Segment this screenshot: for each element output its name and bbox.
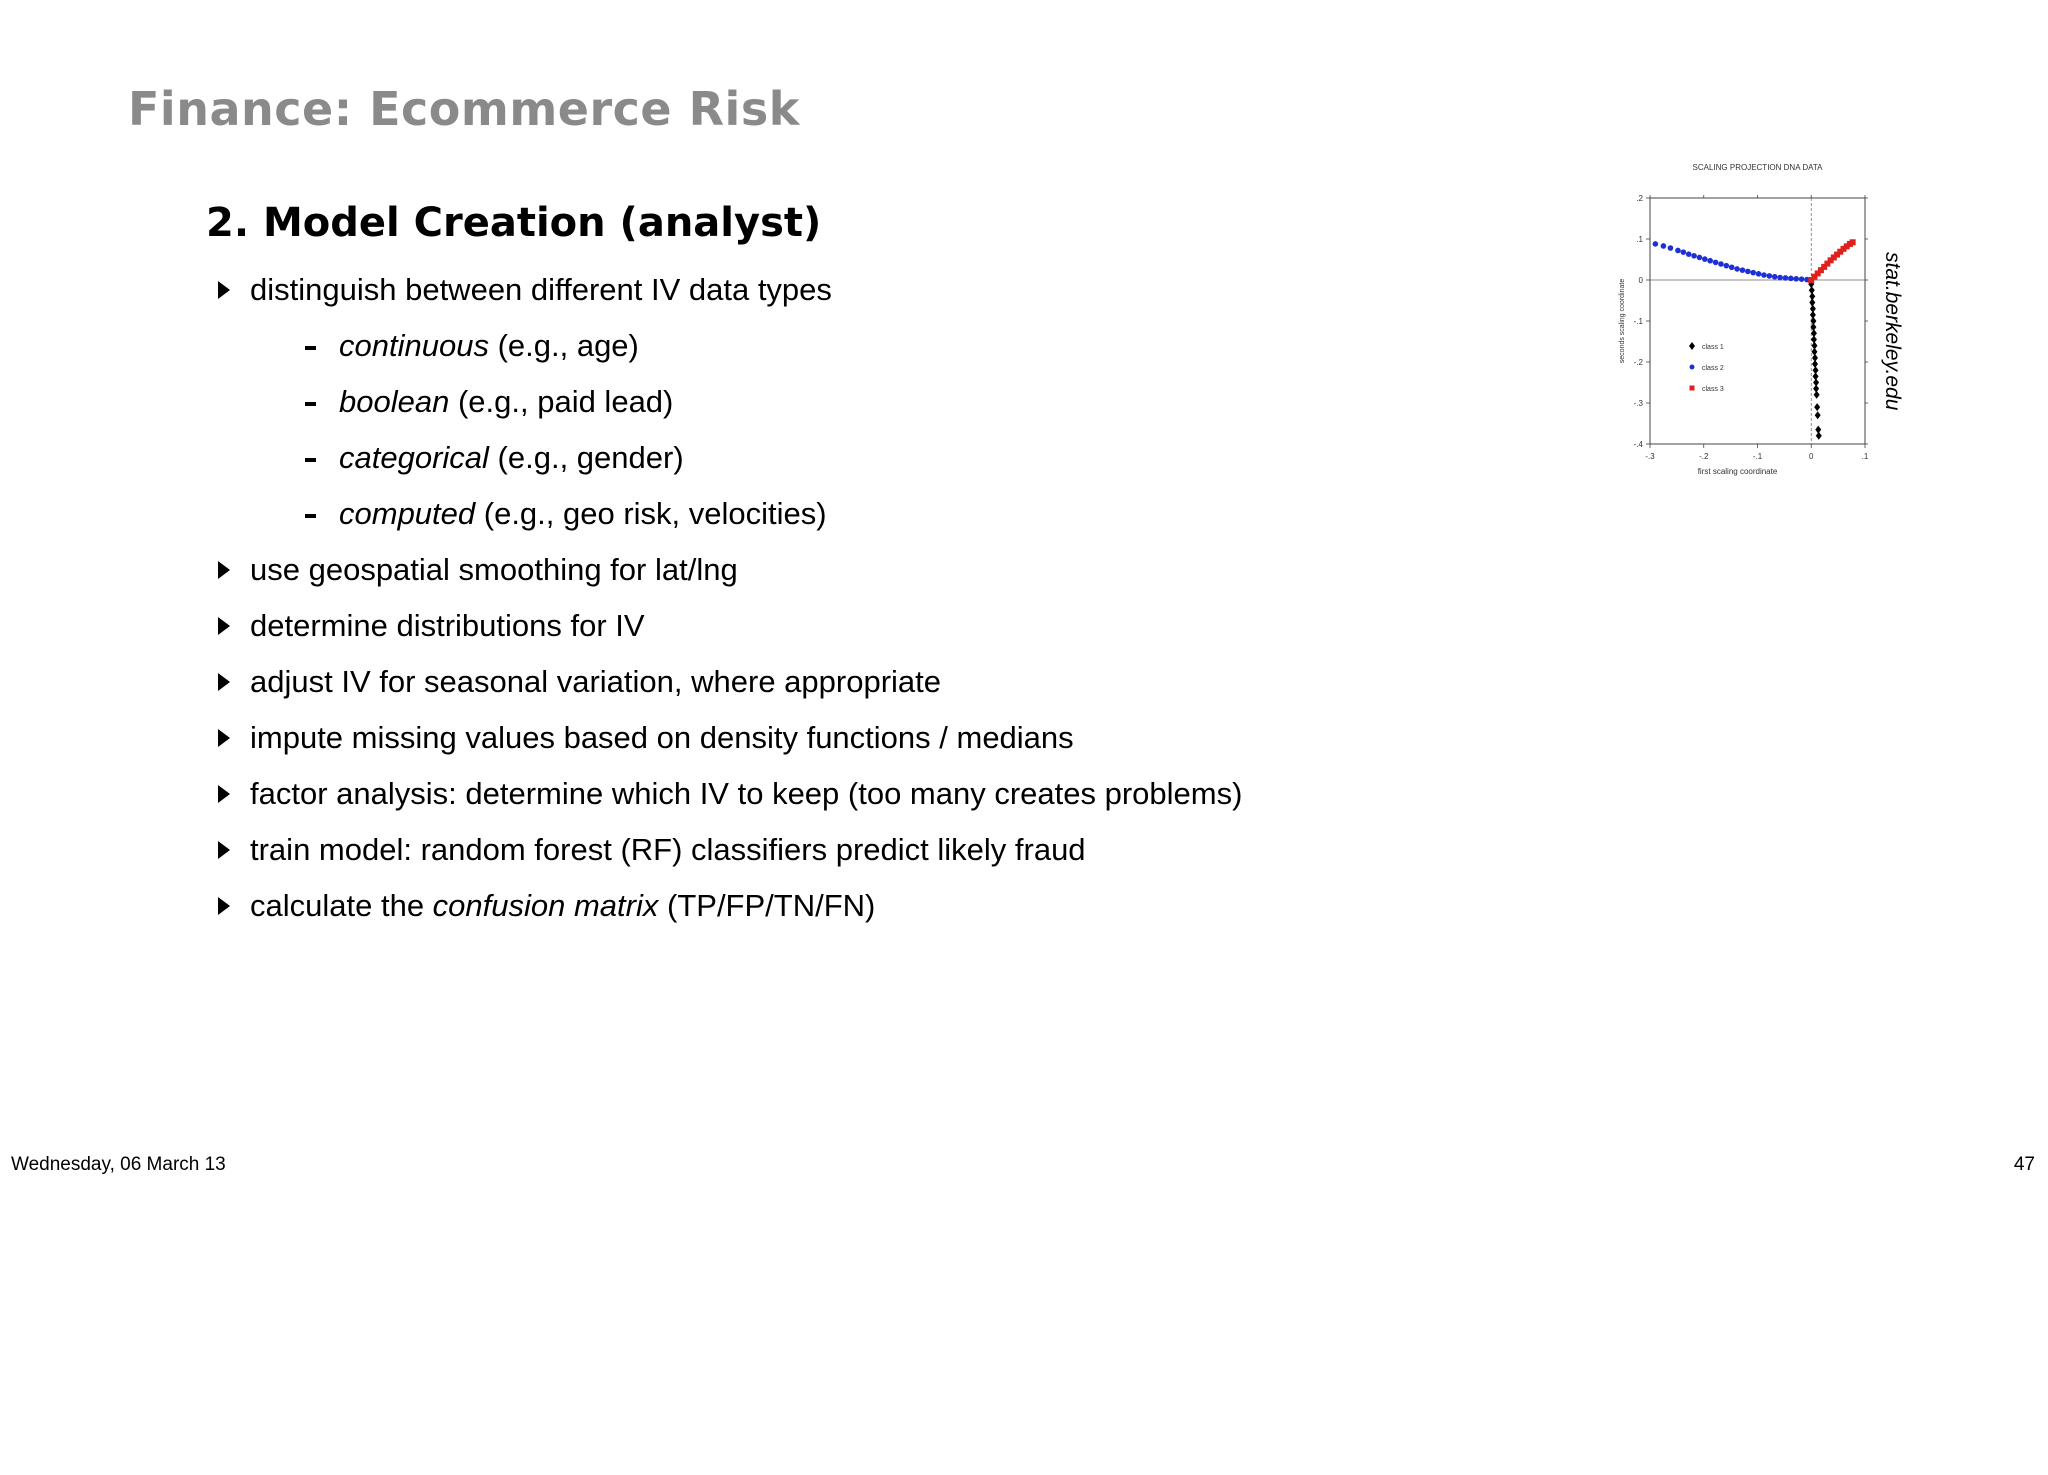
class-2-point — [1681, 249, 1687, 255]
y-tick-label: .1 — [1636, 235, 1643, 244]
scatter-chart — [1610, 150, 1900, 500]
class-2-point — [1675, 248, 1681, 254]
image-credit: stat.berkeley.edu — [1881, 252, 1904, 411]
class-2-point — [1697, 255, 1703, 261]
data-type-term: computed — [339, 496, 476, 531]
legend-marker-class-1 — [1689, 342, 1695, 350]
class-1-point — [1811, 335, 1817, 343]
legend-marker-class-2 — [1690, 365, 1695, 370]
data-type-term: categorical — [339, 440, 489, 475]
class-1-point — [1814, 391, 1820, 399]
triangle-bullet-icon — [218, 262, 238, 318]
data-type-example: (e.g., gender) — [488, 440, 684, 475]
footer-date: Wednesday, 06 March 13 — [11, 1154, 226, 1175]
class-1-point — [1809, 299, 1815, 307]
class-1-point — [1816, 432, 1822, 440]
legend-label: class 1 — [1702, 344, 1724, 351]
plot-frame — [1650, 198, 1865, 444]
bullet-text: determine distributions for IV — [250, 608, 645, 643]
bullet-item — [210, 598, 1410, 654]
bullet-text-after: (TP/FP/TN/FN) — [658, 888, 876, 923]
class-2-point — [1653, 241, 1659, 247]
class-2-point — [1713, 260, 1719, 266]
sub-bullet-item — [210, 374, 1410, 430]
x-axis-label: first scaling coordinate — [1697, 467, 1778, 476]
x-tick-label: 0 — [1809, 452, 1814, 461]
class-2-point — [1729, 264, 1735, 270]
sub-bullet-text — [339, 374, 673, 430]
sub-bullet-text — [339, 430, 684, 486]
triangle-bullet-icon — [218, 766, 238, 822]
class-2-point — [1718, 261, 1724, 267]
x-tick-label: -.2 — [1699, 452, 1709, 461]
class-2-point — [1724, 263, 1730, 269]
bullet-item — [210, 710, 1410, 766]
class-2-point — [1756, 271, 1762, 277]
chart-title: SCALING PROJECTION DNA DATA — [1692, 163, 1823, 172]
class-2-point — [1750, 270, 1756, 276]
x-tick-label: -.3 — [1645, 452, 1655, 461]
data-type-example: (e.g., paid lead) — [449, 384, 674, 419]
dash-bullet-icon — [305, 318, 325, 374]
x-tick-label: .1 — [1861, 452, 1869, 461]
y-axis-label: seconds scaling coordinate — [1619, 278, 1626, 364]
bullet-text: use geospatial smoothing for lat/lng — [250, 552, 738, 587]
class-3-point — [1850, 239, 1856, 245]
triangle-bullet-icon — [218, 710, 238, 766]
class-2-point — [1686, 251, 1692, 257]
class-1-point — [1813, 385, 1819, 393]
dash-bullet-icon — [305, 486, 325, 542]
class-2-point — [1668, 245, 1674, 251]
class-1-point — [1812, 360, 1818, 368]
dash-bullet-icon — [305, 430, 325, 486]
bullet-item — [210, 542, 1410, 598]
bullet-item — [210, 262, 1410, 318]
class-1-point — [1809, 286, 1815, 294]
sub-bullet-text — [339, 318, 639, 374]
sub-bullet-item — [210, 430, 1410, 486]
y-tick-label: -.1 — [1633, 317, 1643, 326]
sub-bullet-text — [339, 486, 827, 542]
class-1-point — [1810, 311, 1816, 319]
sub-bullet-item — [210, 486, 1410, 542]
triangle-bullet-icon — [218, 598, 238, 654]
class-1-point — [1814, 403, 1820, 411]
bullet-text: train model: random forest (RF) classifiers predict likely fraud — [250, 832, 1086, 867]
bullet-item — [210, 654, 1410, 710]
class-2-point — [1793, 276, 1799, 282]
y-tick-label: .2 — [1636, 194, 1643, 203]
class-2-point — [1761, 272, 1767, 278]
bullet-text: distinguish between different IV data types — [250, 272, 832, 307]
legend-label: class 2 — [1702, 365, 1724, 372]
y-tick-label: 0 — [1638, 276, 1643, 285]
bullet-text: impute missing values based on density functions / medians — [250, 720, 1074, 755]
bullet-text-before: calculate the — [250, 888, 433, 923]
legend-marker-class-3 — [1690, 386, 1695, 391]
bullet-text: adjust IV for seasonal variation, where appropriate — [250, 664, 942, 699]
triangle-bullet-icon — [218, 822, 238, 878]
class-1-point — [1813, 372, 1819, 380]
scatter-chart-figure — [1610, 150, 1900, 500]
bullet-list — [210, 262, 1410, 934]
class-2-point — [1740, 267, 1746, 273]
triangle-bullet-icon — [218, 542, 238, 598]
triangle-bullet-icon — [218, 654, 238, 710]
bullet-item — [210, 822, 1410, 878]
class-2-point — [1767, 273, 1773, 279]
triangle-bullet-icon — [218, 878, 238, 934]
class-2-point — [1707, 258, 1713, 264]
y-tick-label: -.3 — [1633, 399, 1643, 408]
class-2-point — [1702, 256, 1708, 262]
class-2-point — [1661, 243, 1667, 249]
data-type-example: (e.g., geo risk, velocities) — [475, 496, 827, 531]
data-type-term: boolean — [339, 384, 450, 419]
sub-bullet-item — [210, 318, 1410, 374]
y-tick-label: -.2 — [1633, 358, 1643, 367]
data-type-term: continuous — [339, 328, 489, 363]
bullet-text — [250, 878, 875, 934]
class-2-point — [1691, 253, 1697, 259]
x-tick-label: -.1 — [1752, 452, 1763, 461]
class-2-point — [1788, 276, 1794, 282]
slide-title: Finance: Ecommerce Risk — [128, 82, 800, 136]
bullet-text: factor analysis: determine which IV to keep (too many creates problems) — [250, 776, 1243, 811]
class-2-point — [1783, 275, 1789, 281]
section-heading: 2. Model Creation (analyst) — [206, 200, 822, 246]
bullet-item — [210, 766, 1410, 822]
dash-bullet-icon — [305, 374, 325, 430]
class-1-point — [1815, 426, 1821, 434]
data-type-example: (e.g., age) — [488, 328, 639, 363]
class-2-point — [1772, 274, 1778, 280]
class-2-point — [1799, 276, 1805, 282]
class-2-point — [1734, 266, 1740, 272]
class-1-point — [1815, 411, 1821, 419]
page-number: 47 — [2013, 1154, 2035, 1175]
legend-label: class 3 — [1702, 386, 1724, 393]
bullet-text-emphasis: confusion matrix — [432, 888, 659, 923]
class-1-point — [1811, 348, 1817, 356]
bullet-item — [210, 878, 1410, 934]
class-2-point — [1777, 275, 1783, 281]
y-tick-label: -.4 — [1633, 440, 1643, 449]
class-2-point — [1745, 269, 1751, 275]
